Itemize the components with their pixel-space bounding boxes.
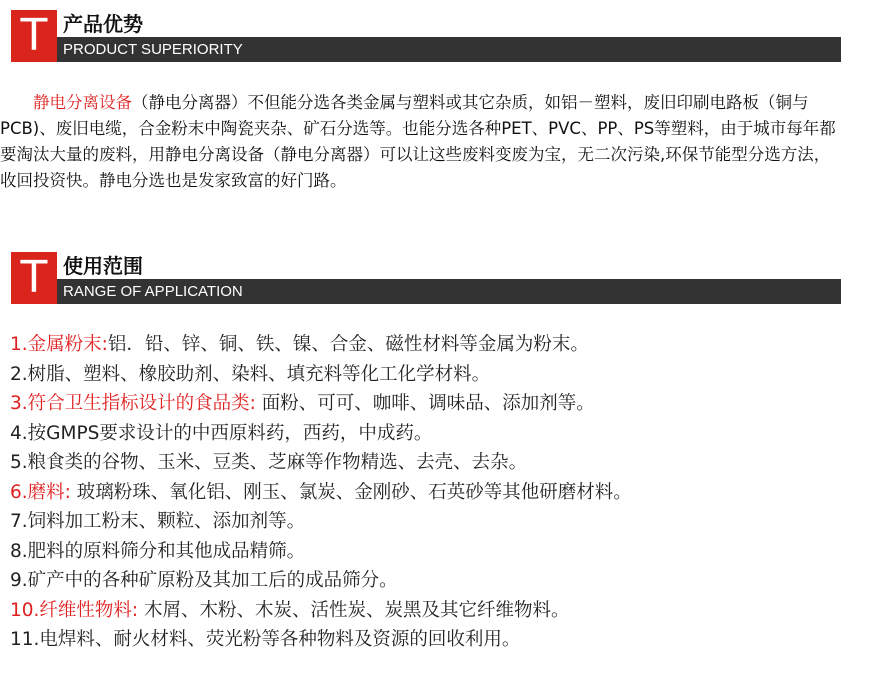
list-item-text: 4.按GMPS要求设计的中西原料药，西药，中成药。 bbox=[10, 422, 433, 444]
t-logo-badge: T bbox=[11, 10, 57, 62]
list-item bbox=[10, 419, 850, 449]
list-item-text: 11.电焊料、耐火材料、荧光粉等各种物料及资源的回收利用。 bbox=[10, 629, 521, 650]
list-item bbox=[10, 389, 850, 419]
list-item-text: 5.粮食类的谷物、玉米、豆类、芝麻等作物精选、去壳、去杂。 bbox=[10, 452, 528, 473]
application-list bbox=[10, 330, 850, 655]
list-item bbox=[10, 596, 850, 626]
list-item bbox=[10, 625, 850, 655]
list-item-text: 木屑、木粉、木炭、活性炭、炭黑及其它纤维物料。 bbox=[138, 599, 570, 621]
list-item bbox=[10, 360, 850, 390]
list-item-text: 面粉、可可、咖啡、调味品、添加剂等。 bbox=[255, 393, 595, 414]
highlight-product-name: 静电分离设备 bbox=[33, 93, 132, 112]
section-title-cn: 产品优势 bbox=[63, 12, 143, 36]
list-item-highlight: 1.金属粉末: bbox=[10, 334, 108, 355]
list-item-text: 铝．铅、锌、铜、铁、镍、合金、磁性材料等金属为粉末。 bbox=[107, 334, 589, 355]
list-item-highlight: 3.符合卫生指标设计的食品类: bbox=[10, 393, 256, 414]
paragraph-body: （静电分离器）不但能分选各类金属与塑料或其它杂质，如铝－塑料，废旧印刷电路板（铜与PCB)、废旧电缆，合金粉末中陶瓷夹杂、矿石分选等。也能分选各种PET、PVC、PP、PS等塑料，由于城市每年都要淘汰大量的废料，用静电分离设备（静电分离器）可以让这些废料变废为宝，无二次污染,环保节能型分选方法，收回投资快。静电分选也是发家致富的好门路。 bbox=[0, 93, 836, 190]
list-item bbox=[10, 537, 850, 567]
section-header-product-superiority bbox=[8, 10, 841, 62]
list-item-text: 9.矿产中的各种矿原粉及其加工后的成品筛分。 bbox=[10, 570, 398, 591]
list-item-highlight: 6.磨料: bbox=[10, 481, 71, 503]
list-item bbox=[10, 566, 850, 596]
list-item-highlight: 10.纤维性物料: bbox=[10, 599, 139, 621]
section-title-cn: 使用范围 bbox=[63, 254, 143, 278]
t-logo-badge: T bbox=[11, 252, 57, 304]
list-item bbox=[10, 507, 850, 537]
section-header-range-of-application bbox=[8, 252, 841, 304]
section-title-en-bar: PRODUCT SUPERIORITY bbox=[57, 37, 841, 62]
product-superiority-paragraph bbox=[0, 90, 842, 194]
list-item bbox=[10, 478, 850, 508]
list-item-text: 玻璃粉珠、氧化铝、刚玉、氯炭、金刚砂、石英砂等其他研磨材料。 bbox=[70, 481, 632, 503]
list-item-text: 7.饲料加工粉末、颗粒、添加剂等。 bbox=[10, 511, 306, 532]
list-item bbox=[10, 448, 850, 478]
list-item-text: 8.肥料的原料筛分和其他成品精筛。 bbox=[10, 540, 306, 562]
list-item bbox=[10, 330, 850, 360]
list-item-text: 2.树脂、塑料、橡胶助剂、染料、填充料等化工化学材料。 bbox=[10, 363, 491, 385]
section-title-en-bar: RANGE OF APPLICATION bbox=[57, 279, 841, 304]
